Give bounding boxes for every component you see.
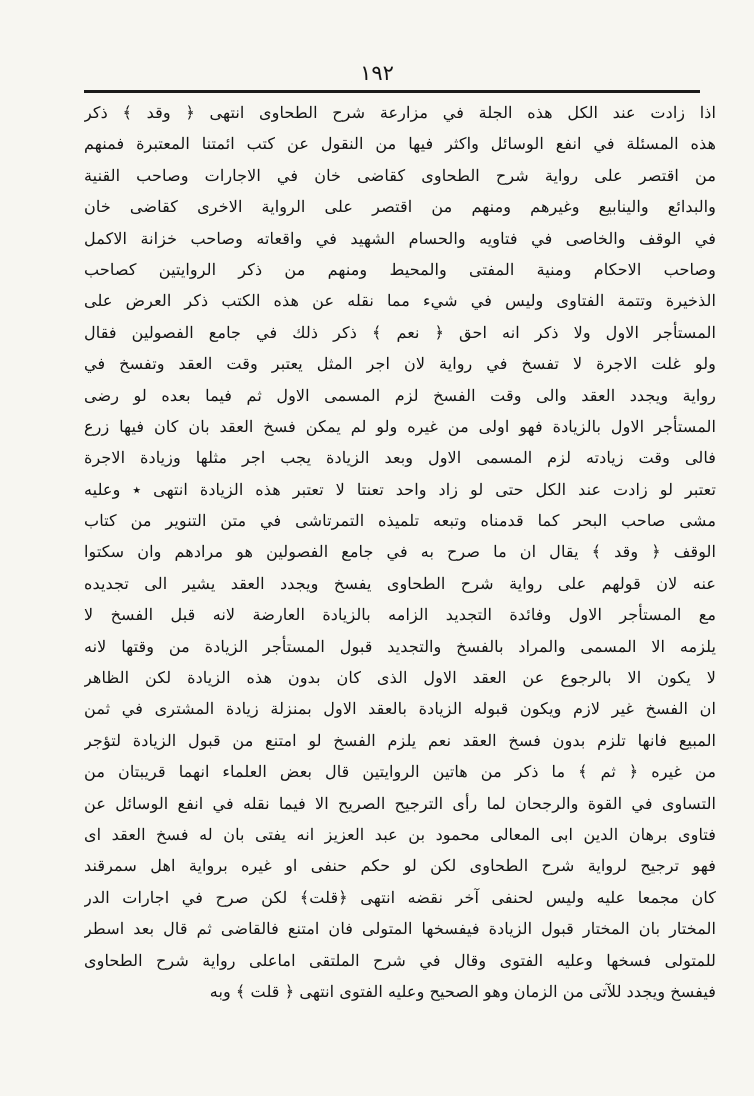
text-line: فيفسخ ويجدد للآتى من الزمان وهو الصحيح وعليه الفتوى انتهى ﴿ قلت ﴾ وبه	[209, 981, 716, 1001]
text-line: فتاوى برهان الدين ابى المعالى محمود بن عبد العزيز انه يفتى بان له فسخ العقد اى	[84, 824, 716, 844]
text-line: ان الفسخ غير لازم ويكون قبوله الزيادة بالعقد الاول بمنزلة زيادة المشترى في ثمن	[84, 699, 716, 719]
text-line: هذه المسئلة في انفع الوسائل واكثر فيها من النقول عن كتب ائمتنا المعتبرة فمنهم	[84, 134, 716, 154]
text-line: مشى صاحب البحر كما قدمناه وتبعه تلميذه التمرتاشى في متن التنوير من كتاب	[84, 511, 716, 531]
header-rule	[84, 90, 700, 93]
text-line: المستأجر الاول ولا ذكر انه احق ﴿ نعم ﴾ ذكر ذلك في جامع الفصولين فقال	[84, 322, 716, 342]
text-line: كان مجمعا عليه وليس لحنفى آخر نقضه انتهى ﴿قلت﴾ لكن صرح في اجارات الدر	[84, 887, 716, 907]
text-line: المبيع فانها تلزم بدون فسخ العقد نعم يلزم الفسخ لو امتنع من قبول الزيادة لتؤجر	[84, 730, 716, 750]
text-line: للمتولى فسخها وعليه الفتوى وقال في شرح الملتقى اماعلى رواية شرح الطحاوى	[84, 950, 716, 970]
text-line: في الوقف والخاصى في فتاويه والحسام الشهيد في واقعاته وصاحب خزانة الاكمل	[84, 228, 716, 248]
text-line: من غيره ﴿ ثم ﴾ ما ذكر من هاتين الروايتين قال بعض العلماء انهما قريبتان من	[84, 762, 716, 782]
text-line: الذخيرة وتتمة الفتاوى وليس في شيء مما نقله عن هذه الكتب ذكر العرض على	[84, 291, 716, 311]
text-line: والبدائع والينابيع وغيرهم ومنهم من اقتصر على الرواية الاخرى كقاضى خان	[84, 197, 716, 217]
text-line: فالى وقت زيادته لزم المسمى الاول وبعد الزيادة يجب اجر مثلها وزيادة الاجرة	[84, 448, 716, 468]
text-line: تعتبر لو زادت عند الكل حتى لو زاد واحد تعنتا لا تعتبر هذه الزيادة انتهى ٭ وعليه	[84, 479, 716, 499]
text-line: وصاحب الاحكام ومنية المفتى والمحيط ومنهم من ذكر الروايتين كصاحب	[84, 259, 716, 279]
page-number: ١٩٢	[360, 61, 394, 85]
text-line: التساوى في القوة والرجحان لما رأى الترجيح الصريح الا فيما نقله في انفع الوسائل عن	[84, 793, 716, 813]
text-line: من اقتصر على رواية شرح الطحاوى كقاضى خان في الاجارات وصاحب القنية	[84, 165, 716, 185]
text-line: فهو ترجيح لرواية شرح الطحاوى لكن لو حكم حنفى او غيره برواية اهل سمرقند	[84, 856, 716, 876]
text-line: الوقف ﴿ وقد ﴾ يقال ان ما صرح به في جامع الفصولين هو مرادهم وان سكتوا	[84, 542, 716, 562]
text-line: ولو غلت الاجرة لا تفسخ في رواية لان اجر المثل يعتبر وقت العقد وتفسخ في	[84, 354, 716, 374]
body-text	[84, 97, 716, 1007]
text-line: اذا زادت عند الكل هذه الجلة في مزارعة شرح الطحاوى انتهى ﴿ وقد ﴾ ذكر	[84, 103, 716, 122]
text-line: المستأجر الاول بالزيادة فهو اولى من غيره ولو لم يمكن فسخ العقد بان كان فيها زرع	[84, 416, 716, 436]
text-line: مع المستأجر الاول وفائدة التجديد الزامه بالزيادة العارضة لانه قبل الفسخ لا	[84, 605, 716, 625]
text-line: عنه لان قولهم على رواية شرح الطحاوى يفسخ ويجدد العقد يشير الى تجديده	[84, 573, 716, 593]
text-line: يلزمه الا المسمى والمراد بالفسخ والتجديد قبول المستأجر الزيادة من وقتها لانه	[84, 636, 716, 656]
text-line: لا يكون الا بالرجوع عن العقد الاول الذى كان بدون هذه الزيادة لكن الظاهر	[84, 668, 716, 688]
text-line: رواية ويجدد العقد والى وقت الفسخ لزم المسمى الاول ثم فيما بعده لو رضى	[84, 385, 716, 405]
text-line: المختار بان المختار قبول الزيادة فيفسخها المتولى فان امتنع فالقاضى ثم قال بعد اسطر	[84, 919, 716, 939]
